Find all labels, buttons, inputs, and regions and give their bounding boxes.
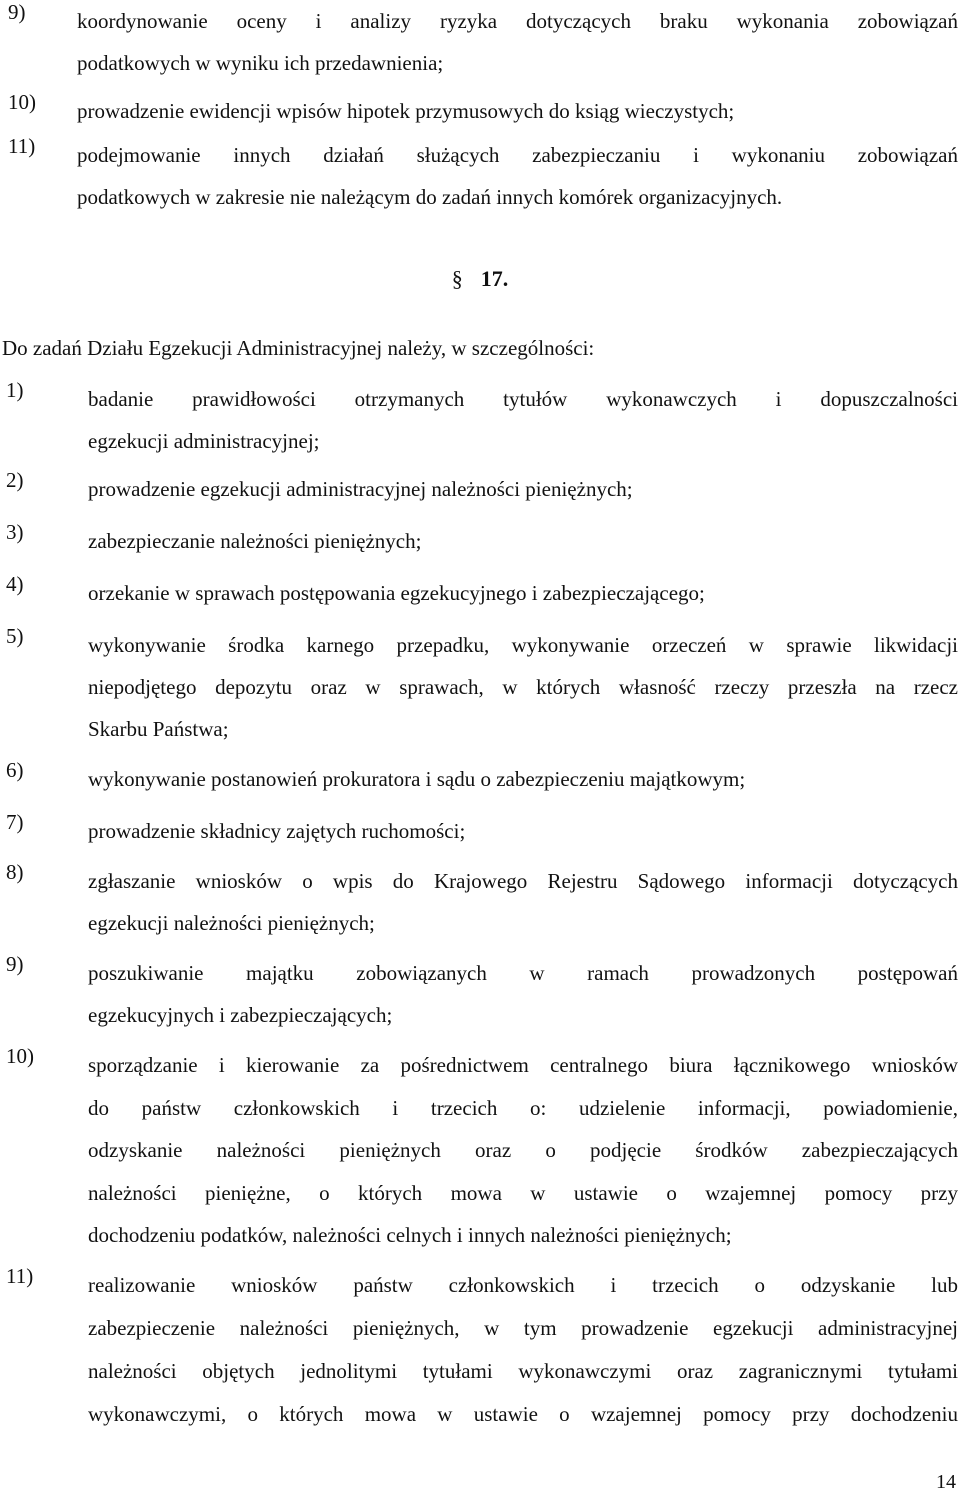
item-line: wykonywanie środka karnego przepadku, wykonywanie orzeczeń w sprawie likwidacji xyxy=(88,633,958,657)
list-item xyxy=(0,378,958,462)
item-number: 10) xyxy=(6,1044,34,1068)
list-item xyxy=(0,860,958,944)
item-number: 6) xyxy=(6,758,24,782)
list-item xyxy=(0,572,958,614)
item-line: sporządzanie i kierowanie za pośrednictwem centralnego biura łącznikowego wniosków xyxy=(88,1053,958,1077)
item-number: 11) xyxy=(8,134,36,158)
list-item xyxy=(0,0,958,84)
item-number: 4) xyxy=(6,572,24,596)
section-symbol: § xyxy=(451,266,463,291)
item-line: badanie prawidłowości otrzymanych tytułów wykonawczych i dopuszczalności xyxy=(88,387,958,411)
item-number: 5) xyxy=(6,624,24,648)
list-item xyxy=(0,90,958,132)
item-number: 8) xyxy=(6,860,24,884)
item-line: podatkowych w wyniku ich przedawnienia; xyxy=(77,51,444,75)
list-item xyxy=(0,810,958,852)
item-line: wykonywanie postanowień prokuratora i sądu o zabezpieczeniu majątkowym; xyxy=(88,767,746,791)
item-line: koordynowanie oceny i analizy ryzyka dotyczących braku wykonania zobowiązań xyxy=(77,9,958,33)
item-number: 3) xyxy=(6,520,24,544)
item-line: zabezpieczenie należności pieniężnych, w tym prowadzenie egzekucji administracyjnej xyxy=(88,1316,958,1340)
list-item xyxy=(0,1044,958,1257)
list-item xyxy=(0,758,958,800)
item-line: niepodjętego depozytu oraz w sprawach, w których własność rzeczy przeszła na rzecz xyxy=(88,675,958,699)
item-line: egzekucyjnych i zabezpieczających; xyxy=(88,1003,393,1027)
page-number: 14 xyxy=(936,1471,956,1493)
item-line: należności objętych jednolitymi tytułami wykonawczymi oraz zagranicznymi tytułami xyxy=(88,1359,958,1383)
item-number: 11) xyxy=(6,1264,34,1288)
item-number: 2) xyxy=(6,468,24,492)
item-line: zabezpieczanie należności pieniężnych; xyxy=(88,529,422,553)
item-line: dochodzeniu podatków, należności celnych i innych należności pieniężnych; xyxy=(88,1223,732,1247)
list-item xyxy=(0,468,958,510)
list-item xyxy=(0,520,958,562)
item-number: 9) xyxy=(8,0,26,24)
item-line: realizowanie wniosków państw członkowskich i trzecich o odzyskanie lub xyxy=(88,1273,958,1297)
item-line: wykonawczymi, o których mowa w ustawie o wzajemnej pomocy przy dochodzeniu xyxy=(88,1402,958,1426)
section-intro: Do zadań Działu Egzekucji Administracyjnej należy, w szczególności: xyxy=(2,336,595,360)
section-heading xyxy=(0,266,960,292)
item-line: odzyskanie należności pieniężnych oraz o podjęcie środków zabezpieczających xyxy=(88,1138,958,1162)
item-number: 7) xyxy=(6,810,24,834)
item-line: egzekucji należności pieniężnych; xyxy=(88,911,375,935)
item-number: 10) xyxy=(8,90,36,114)
list-item xyxy=(0,952,958,1036)
item-line: zgłaszanie wniosków o wpis do Krajowego Rejestru Sądowego informacji dotyczących xyxy=(88,869,958,893)
list-item xyxy=(0,134,958,218)
list-item xyxy=(0,624,958,750)
item-line: do państw członkowskich i trzecich o: udzielenie informacji, powiadomienie, xyxy=(88,1095,958,1120)
item-line: Skarbu Państwa; xyxy=(88,717,229,741)
item-line: należności pieniężne, o których mowa w ustawie o wzajemnej pomocy przy xyxy=(88,1180,958,1205)
item-line: prowadzenie egzekucji administracyjnej należności pieniężnych; xyxy=(88,477,633,501)
item-line: prowadzenie ewidencji wpisów hipotek przymusowych do ksiąg wieczystych; xyxy=(77,99,735,123)
item-number: 9) xyxy=(6,952,24,976)
item-line: podatkowych w zakresie nie należącym do zadań innych komórek organizacyjnych. xyxy=(77,185,783,209)
item-line: orzekanie w sprawach postępowania egzekucyjnego i zabezpieczającego; xyxy=(88,581,705,605)
section-number: 17. xyxy=(480,266,509,291)
item-line: poszukiwanie majątku zobowiązanych w ramach prowadzonych postępowań xyxy=(88,961,958,985)
item-line: podejmowanie innych działań służących zabezpieczaniu i wykonaniu zobowiązań xyxy=(77,143,958,167)
item-number: 1) xyxy=(6,378,24,402)
item-line: prowadzenie składnicy zajętych ruchomości; xyxy=(88,819,466,843)
list-item xyxy=(0,1264,958,1436)
item-line: egzekucji administracyjnej; xyxy=(88,429,320,453)
